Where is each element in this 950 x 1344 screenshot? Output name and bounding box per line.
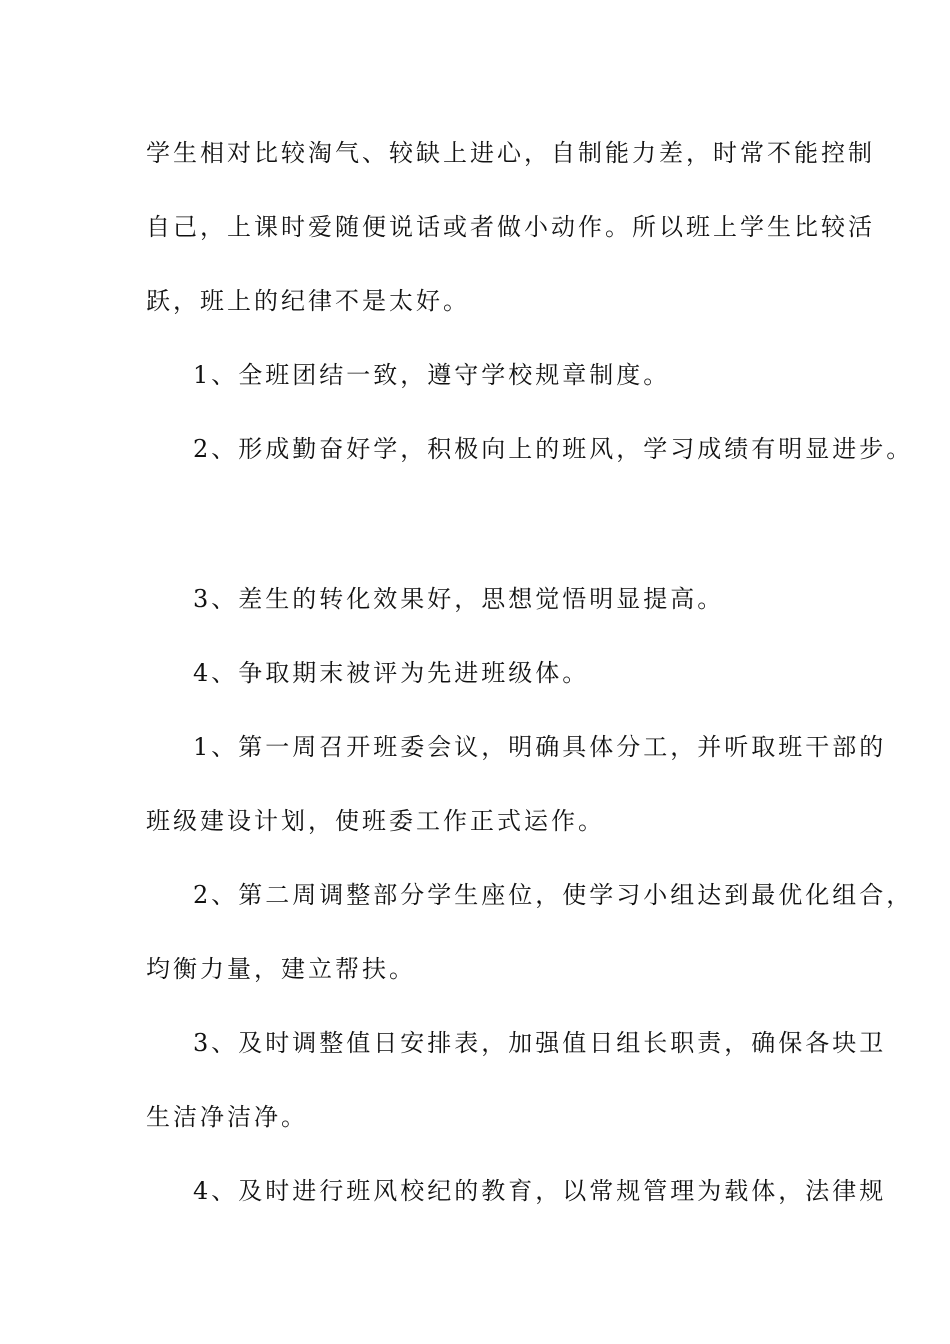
list-item: 2、第二周调整部分学生座位，使学习小组达到最优化组合， bbox=[193, 881, 914, 909]
paragraph-line: 跃，班上的纪律不是太好。 bbox=[146, 287, 470, 315]
list-item: 4、及时进行班风校纪的教育，以常规管理为载体，法律规 bbox=[193, 1177, 887, 1205]
paragraph-line: 自己，上课时爱随便说话或者做小动作。所以班上学生比较活 bbox=[146, 213, 875, 241]
paragraph-line: 班级建设计划，使班委工作正式运作。 bbox=[146, 807, 605, 835]
list-item: 2、形成勤奋好学，积极向上的班风，学习成绩有明显进步。 bbox=[193, 435, 914, 463]
list-item: 3、差生的转化效果好，思想觉悟明显提高。 bbox=[193, 585, 725, 613]
list-item: 3、及时调整值日安排表，加强值日组长职责，确保各块卫 bbox=[193, 1029, 887, 1057]
paragraph-line: 生洁净洁净。 bbox=[146, 1103, 308, 1131]
list-item: 1、全班团结一致，遵守学校规章制度。 bbox=[193, 361, 671, 389]
paragraph-line: 均衡力量，建立帮扶。 bbox=[146, 955, 416, 983]
paragraph-line: 学生相对比较淘气、较缺上进心，自制能力差，时常不能控制 bbox=[146, 139, 875, 167]
list-item: 4、争取期末被评为先进班级体。 bbox=[193, 659, 590, 687]
list-item: 1、第一周召开班委会议，明确具体分工，并听取班干部的 bbox=[193, 733, 887, 761]
